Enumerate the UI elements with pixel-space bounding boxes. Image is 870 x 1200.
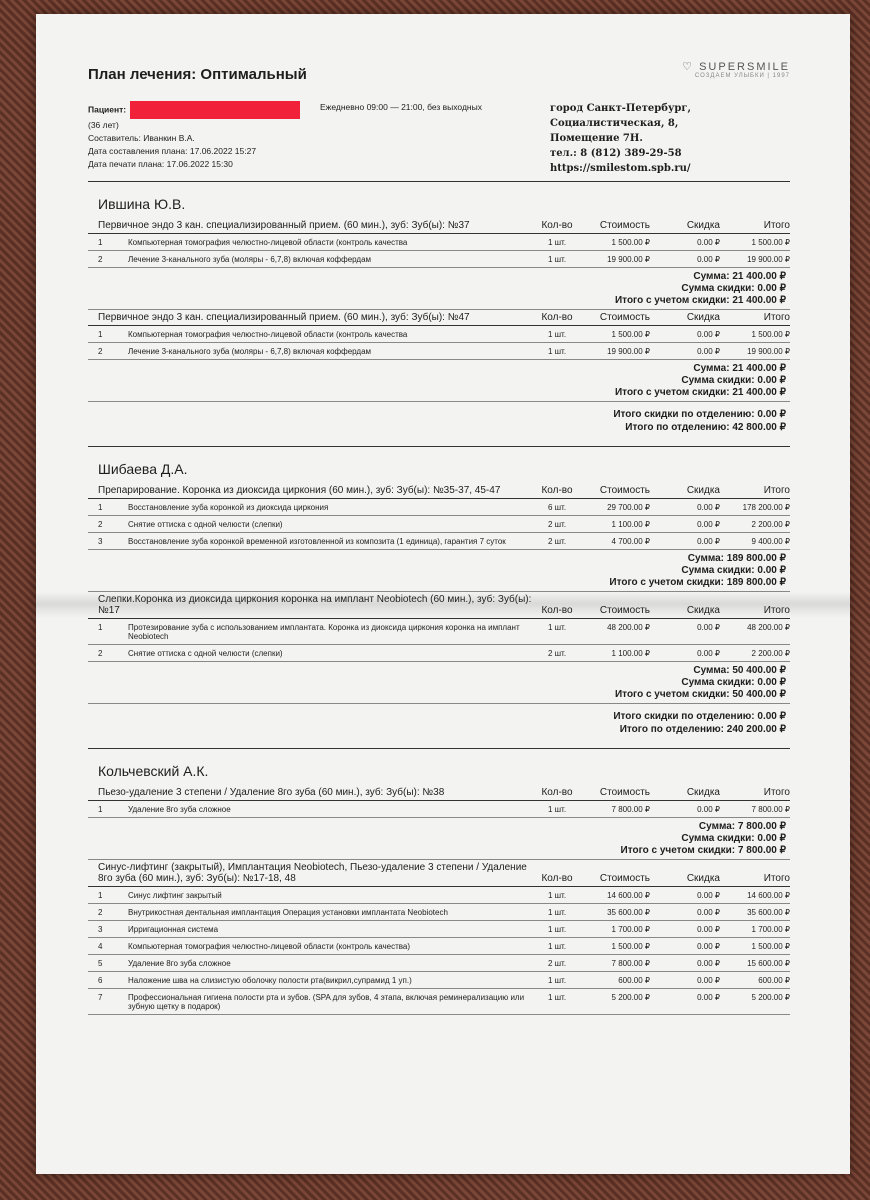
total-value: 189 800.00 ₽ xyxy=(726,577,786,588)
total-label: Сумма скидки: xyxy=(681,375,755,386)
row-number: 1 xyxy=(98,891,103,900)
document-content xyxy=(88,61,790,1015)
row-description: Снятие оттиска с одной челюсти (слепки) xyxy=(128,649,283,658)
dept-total-value: 0.00 ₽ xyxy=(757,409,786,420)
row-description: Ирригационная система xyxy=(128,925,219,934)
row-cost: 14 600.00 ₽ xyxy=(607,891,650,900)
row-cost: 1 100.00 ₽ xyxy=(611,520,650,529)
row-discount: 0.00 ₽ xyxy=(697,330,720,339)
row-total: 19 900.00 ₽ xyxy=(747,347,790,356)
total-label: Сумма: xyxy=(693,271,730,282)
row-discount: 0.00 ₽ xyxy=(697,993,720,1002)
service-totals xyxy=(88,268,790,310)
row-qty: 2 шт. xyxy=(547,520,567,529)
row-qty: 2 шт. xyxy=(547,537,567,546)
doctor-sections xyxy=(88,196,790,1015)
total-line xyxy=(88,577,786,589)
row-qty: 1 шт. xyxy=(547,623,567,632)
total-line xyxy=(88,821,786,833)
plan-printed-date: Дата печати плана: 17.06.2022 15:30 xyxy=(88,159,233,169)
row-description: Внутрикостная дентальная имплантация Операция установки имплантата Neobiotech xyxy=(128,908,448,917)
dept-total-value: 240 200.00 ₽ xyxy=(726,724,786,735)
row-description: Профессиональная гигиена полости рта и зубов. (SPA для зубов, 4 этапа, включая реминерализацию или зубную щетку в подарок) xyxy=(128,993,525,1011)
row-cost: 7 800.00 ₽ xyxy=(611,959,650,968)
row-description: Наложение шва на слизистую оболочку полости рта(викрил,супрамид 1 уп.) xyxy=(128,976,412,985)
row-qty: 2 шт. xyxy=(547,649,567,658)
row-discount: 0.00 ₽ xyxy=(697,925,720,934)
row-description: Лечение 3-канального зуба (моляры - 6,7,8) включая коффердам xyxy=(128,347,372,356)
total-line xyxy=(88,689,786,701)
row-qty: 1 шт. xyxy=(547,942,567,951)
address-line: Помещение 7Н. xyxy=(550,133,643,144)
working-hours: Ежедневно 09:00 — 21:00, без выходных xyxy=(320,102,482,112)
total-line xyxy=(88,387,786,399)
row-total: 35 600.00 ₽ xyxy=(747,908,790,917)
row-cost: 7 800.00 ₽ xyxy=(611,805,650,814)
row-number: 3 xyxy=(98,925,103,934)
row-cost: 600.00 ₽ xyxy=(618,976,650,985)
row-description: Лечение 3-канального зуба (моляры - 6,7,8) включая коффердам xyxy=(128,255,372,264)
row-number: 2 xyxy=(98,649,103,658)
row-cost: 48 200.00 ₽ xyxy=(607,623,650,632)
total-label: Сумма скидки: xyxy=(681,677,755,688)
service-totals xyxy=(88,662,790,704)
row-cost: 1 700.00 ₽ xyxy=(611,925,650,934)
col-qty-header: Кол-во xyxy=(541,873,573,884)
row-total: 19 900.00 ₽ xyxy=(747,255,790,264)
row-qty: 1 шт. xyxy=(547,805,567,814)
col-cost-header: Стоимость xyxy=(599,312,650,323)
row-total: 1 700.00 ₽ xyxy=(751,925,790,934)
row-total: 7 800.00 ₽ xyxy=(751,805,790,814)
col-total-header: Итого xyxy=(763,873,790,884)
total-value: 21 400.00 ₽ xyxy=(732,295,786,306)
row-cost: 19 900.00 ₽ xyxy=(607,347,650,356)
col-cost-header: Стоимость xyxy=(599,605,650,616)
row-number: 2 xyxy=(98,347,103,356)
row-number: 4 xyxy=(98,942,103,951)
total-line xyxy=(88,845,786,857)
col-discount-header: Скидка xyxy=(686,312,720,323)
row-total: 1 500.00 ₽ xyxy=(751,942,790,951)
section-divider xyxy=(88,748,790,749)
col-cost-header: Стоимость xyxy=(599,220,650,231)
col-cost-header: Стоимость xyxy=(599,787,650,798)
table-row xyxy=(88,887,790,904)
row-description: Восстановление зуба коронкой временной изготовленной из композита (1 единица), гарантия 7 суток xyxy=(128,537,506,546)
total-value: 189 800.00 ₽ xyxy=(726,553,786,564)
service-totals xyxy=(88,818,790,860)
table-row xyxy=(88,989,790,1015)
dept-total-label: Итого скидки по отделению: xyxy=(613,711,755,722)
dept-total-value: 42 800.00 ₽ xyxy=(732,422,786,433)
table-row xyxy=(88,234,790,251)
table-row xyxy=(88,326,790,343)
logo-text: SUPERSMILE xyxy=(699,61,790,73)
doctor-name: Шибаева Д.А. xyxy=(98,461,188,477)
row-discount: 0.00 ₽ xyxy=(697,976,720,985)
dept-total-label: Итого по отделению: xyxy=(625,422,730,433)
treatment-plan-sheet xyxy=(36,14,850,1174)
row-total: 1 500.00 ₽ xyxy=(751,330,790,339)
tooth-icon: ♡ xyxy=(682,61,695,73)
table-row xyxy=(88,904,790,921)
col-total-header: Итого xyxy=(763,787,790,798)
row-discount: 0.00 ₽ xyxy=(697,805,720,814)
dept-total-line xyxy=(88,421,786,434)
clinic-website: https://smilestom.spb.ru/ xyxy=(550,163,691,174)
total-label: Сумма: xyxy=(698,821,736,832)
row-total: 15 600.00 ₽ xyxy=(747,959,790,968)
dept-total-line xyxy=(88,723,786,736)
col-qty-header: Кол-во xyxy=(541,787,573,798)
row-qty: 6 шт. xyxy=(547,503,567,512)
page-title: План лечения: Оптимальный xyxy=(88,66,307,83)
row-description: Протезирование зуба с использованием имплантата. Коронка из диоксида циркония коронка на имплант Neobiotech xyxy=(128,623,520,641)
row-qty: 1 шт. xyxy=(547,347,567,356)
header-divider xyxy=(88,181,790,182)
row-cost: 1 500.00 ₽ xyxy=(611,238,650,247)
service-header xyxy=(88,218,790,234)
row-qty: 2 шт. xyxy=(547,959,567,968)
row-total: 9 400.00 ₽ xyxy=(751,537,790,546)
col-cost-header: Стоимость xyxy=(599,873,650,884)
service-totals xyxy=(88,550,790,592)
table-row xyxy=(88,619,790,645)
total-label: Сумма скидки: xyxy=(681,283,755,294)
service-header xyxy=(88,310,790,326)
service-title: Первичное эндо 3 кан. специализированный прием. (60 мин.), зуб: Зуб(ы): №37 xyxy=(98,220,470,231)
doctor-section xyxy=(88,461,790,749)
table-row xyxy=(88,955,790,972)
row-discount: 0.00 ₽ xyxy=(697,255,720,264)
clinic-contacts xyxy=(550,101,790,176)
total-value: 21 400.00 ₽ xyxy=(732,271,786,282)
row-total: 2 200.00 ₽ xyxy=(751,649,790,658)
total-label: Итого с учетом скидки: xyxy=(609,577,725,588)
row-total: 14 600.00 ₽ xyxy=(747,891,790,900)
row-number: 7 xyxy=(98,993,103,1002)
col-total-header: Итого xyxy=(763,220,790,231)
row-qty: 1 шт. xyxy=(547,908,567,917)
total-line xyxy=(88,665,786,677)
col-qty-header: Кол-во xyxy=(541,485,573,496)
row-total: 600.00 ₽ xyxy=(758,976,790,985)
total-label: Сумма: xyxy=(693,665,730,676)
service-title: Препарирование. Коронка из диоксида циркония (60 мин.), зуб: Зуб(ы): №35-37, 45-47 xyxy=(98,485,501,496)
col-discount-header: Скидка xyxy=(686,787,720,798)
col-discount-header: Скидка xyxy=(686,605,720,616)
total-line xyxy=(88,553,786,565)
dept-total-label: Итого по отделению: xyxy=(619,724,725,735)
total-label: Сумма скидки: xyxy=(681,833,755,844)
total-label: Итого с учетом скидки: xyxy=(614,295,730,306)
row-qty: 1 шт. xyxy=(547,993,567,1002)
row-discount: 0.00 ₽ xyxy=(697,503,720,512)
total-value: 0.00 ₽ xyxy=(757,833,786,844)
row-description: Компьютерная томография челюстно-лицевой области (контроль качества xyxy=(128,330,408,339)
row-cost: 5 200.00 ₽ xyxy=(611,993,650,1002)
row-number: 1 xyxy=(98,330,103,339)
row-number: 2 xyxy=(98,908,103,917)
row-number: 6 xyxy=(98,976,103,985)
total-line xyxy=(88,375,786,387)
total-value: 0.00 ₽ xyxy=(757,677,786,688)
row-discount: 0.00 ₽ xyxy=(697,537,720,546)
service-title: Первичное эндо 3 кан. специализированный прием. (60 мин.), зуб: Зуб(ы): №47 xyxy=(98,312,470,323)
service-title: Слепки.Коронка из диоксида циркония коронка на имплант Neobiotech (60 мин.), зуб: Зуб(ы): №17 xyxy=(98,594,532,616)
row-number: 3 xyxy=(98,537,103,546)
row-cost: 1 100.00 ₽ xyxy=(611,649,650,658)
logo-subtitle: СОЗДАЕМ УЛЫБКИ | 1997 xyxy=(694,73,790,79)
patient-label: Пациент: xyxy=(88,104,127,115)
doctor-name: Ившина Ю.В. xyxy=(98,196,186,212)
row-total: 5 200.00 ₽ xyxy=(751,993,790,1002)
col-total-header: Итого xyxy=(763,485,790,496)
table-row xyxy=(88,499,790,516)
service-header xyxy=(88,592,790,619)
row-description: Компьютерная томография челюстно-лицевой области (контроль качества) xyxy=(128,942,411,951)
row-description: Удаление 8го зуба сложное xyxy=(128,959,231,968)
patient-age: (36 лет) xyxy=(88,120,119,130)
doctor-section xyxy=(88,763,790,1015)
table-row xyxy=(88,972,790,989)
table-row xyxy=(88,645,790,662)
total-value: 0.00 ₽ xyxy=(757,375,786,386)
col-qty-header: Кол-во xyxy=(541,220,573,231)
table-row xyxy=(88,343,790,360)
total-value: 7 800.00 ₽ xyxy=(737,845,786,856)
total-line xyxy=(88,565,786,577)
total-line xyxy=(88,833,786,845)
row-number: 1 xyxy=(98,238,103,247)
row-total: 2 200.00 ₽ xyxy=(751,520,790,529)
dept-total-line xyxy=(88,710,786,723)
clinic-phone: тел.: 8 (812) 389-29-58 xyxy=(550,148,682,159)
row-total: 48 200.00 ₽ xyxy=(747,623,790,632)
col-total-header: Итого xyxy=(763,605,790,616)
row-number: 1 xyxy=(98,805,103,814)
service-header xyxy=(88,785,790,801)
service-header xyxy=(88,860,790,887)
patient-name-redaction xyxy=(130,101,300,119)
row-number: 5 xyxy=(98,959,103,968)
row-discount: 0.00 ₽ xyxy=(697,959,720,968)
dept-total-label: Итого скидки по отделению: xyxy=(613,409,755,420)
row-description: Удаление 8го зуба сложное xyxy=(128,805,231,814)
row-cost: 19 900.00 ₽ xyxy=(607,255,650,264)
plan-created-date: Дата составления плана: 17.06.2022 15:27 xyxy=(88,146,257,156)
row-qty: 1 шт. xyxy=(547,238,567,247)
total-line xyxy=(88,295,786,307)
row-cost: 29 700.00 ₽ xyxy=(607,503,650,512)
total-label: Сумма скидки: xyxy=(681,565,755,576)
service-header xyxy=(88,483,790,499)
total-value: 0.00 ₽ xyxy=(757,283,786,294)
row-number: 2 xyxy=(98,255,103,264)
total-label: Сумма: xyxy=(693,363,730,374)
row-description: Синус лифтинг закрытый xyxy=(128,891,222,900)
row-description: Восстановление зуба коронкой из диоксида циркония xyxy=(128,503,329,512)
total-value: 50 400.00 ₽ xyxy=(732,689,786,700)
row-discount: 0.00 ₽ xyxy=(697,649,720,658)
dept-total-value: 0.00 ₽ xyxy=(757,711,786,722)
col-qty-header: Кол-во xyxy=(541,312,573,323)
col-discount-header: Скидка xyxy=(686,485,720,496)
row-cost: 4 700.00 ₽ xyxy=(611,537,650,546)
col-qty-header: Кол-во xyxy=(541,605,573,616)
total-label: Сумма: xyxy=(687,553,725,564)
col-cost-header: Стоимость xyxy=(599,485,650,496)
table-row xyxy=(88,516,790,533)
total-value: 7 800.00 ₽ xyxy=(737,821,786,832)
table-row xyxy=(88,801,790,818)
row-discount: 0.00 ₽ xyxy=(697,347,720,356)
row-total: 178 200.00 ₽ xyxy=(742,503,790,512)
row-cost: 35 600.00 ₽ xyxy=(607,908,650,917)
row-discount: 0.00 ₽ xyxy=(697,238,720,247)
total-value: 0.00 ₽ xyxy=(757,565,786,576)
row-discount: 0.00 ₽ xyxy=(697,520,720,529)
row-total: 1 500.00 ₽ xyxy=(751,238,790,247)
doctor-name: Кольчевский А.К. xyxy=(98,763,209,779)
total-line xyxy=(88,363,786,375)
table-row xyxy=(88,938,790,955)
row-discount: 0.00 ₽ xyxy=(697,942,720,951)
clinic-logo xyxy=(682,60,790,79)
plan-composer: Составитель: Иванкин В.А. xyxy=(88,133,195,143)
row-discount: 0.00 ₽ xyxy=(697,623,720,632)
section-divider xyxy=(88,446,790,447)
total-value: 21 400.00 ₽ xyxy=(732,387,786,398)
service-totals xyxy=(88,360,790,402)
total-label: Итого с учетом скидки: xyxy=(620,845,736,856)
total-value: 50 400.00 ₽ xyxy=(732,665,786,676)
col-discount-header: Скидка xyxy=(686,220,720,231)
row-cost: 1 500.00 ₽ xyxy=(611,942,650,951)
total-line xyxy=(88,283,786,295)
row-description: Снятие оттиска с одной челюсти (слепки) xyxy=(128,520,283,529)
col-total-header: Итого xyxy=(763,312,790,323)
total-label: Итого с учетом скидки: xyxy=(614,387,730,398)
row-qty: 1 шт. xyxy=(547,891,567,900)
service-title: Пьезо-удаление 3 степени / Удаление 8го зуба (60 мин.), зуб: Зуб(ы): №38 xyxy=(98,787,445,798)
doctor-section xyxy=(88,196,790,447)
row-qty: 1 шт. xyxy=(547,976,567,985)
col-discount-header: Скидка xyxy=(686,873,720,884)
department-totals xyxy=(88,402,790,440)
row-number: 2 xyxy=(98,520,103,529)
row-qty: 1 шт. xyxy=(547,925,567,934)
service-title: Синус-лифтинг (закрытый), Имплантация Neobiotech, Пьезо-удаление 3 степени / Удаление 8го зуба (60 мин.), зуб: Зуб(ы): №17-18, 48 xyxy=(98,862,527,884)
table-row xyxy=(88,921,790,938)
row-description: Компьютерная томография челюстно-лицевой области (контроль качества xyxy=(128,238,408,247)
row-discount: 0.00 ₽ xyxy=(697,908,720,917)
row-cost: 1 500.00 ₽ xyxy=(611,330,650,339)
department-totals xyxy=(88,704,790,742)
dept-total-line xyxy=(88,408,786,421)
plan-header xyxy=(88,101,790,181)
total-line xyxy=(88,677,786,689)
total-line xyxy=(88,271,786,283)
address-line: город Санкт-Петербург, Социалистическая, 8, xyxy=(550,103,691,129)
row-number: 1 xyxy=(98,503,103,512)
table-row xyxy=(88,533,790,550)
row-number: 1 xyxy=(98,623,103,632)
total-value: 21 400.00 ₽ xyxy=(732,363,786,374)
total-label: Итого с учетом скидки: xyxy=(614,689,730,700)
table-row xyxy=(88,251,790,268)
row-discount: 0.00 ₽ xyxy=(697,891,720,900)
row-qty: 1 шт. xyxy=(547,255,567,264)
row-qty: 1 шт. xyxy=(547,330,567,339)
